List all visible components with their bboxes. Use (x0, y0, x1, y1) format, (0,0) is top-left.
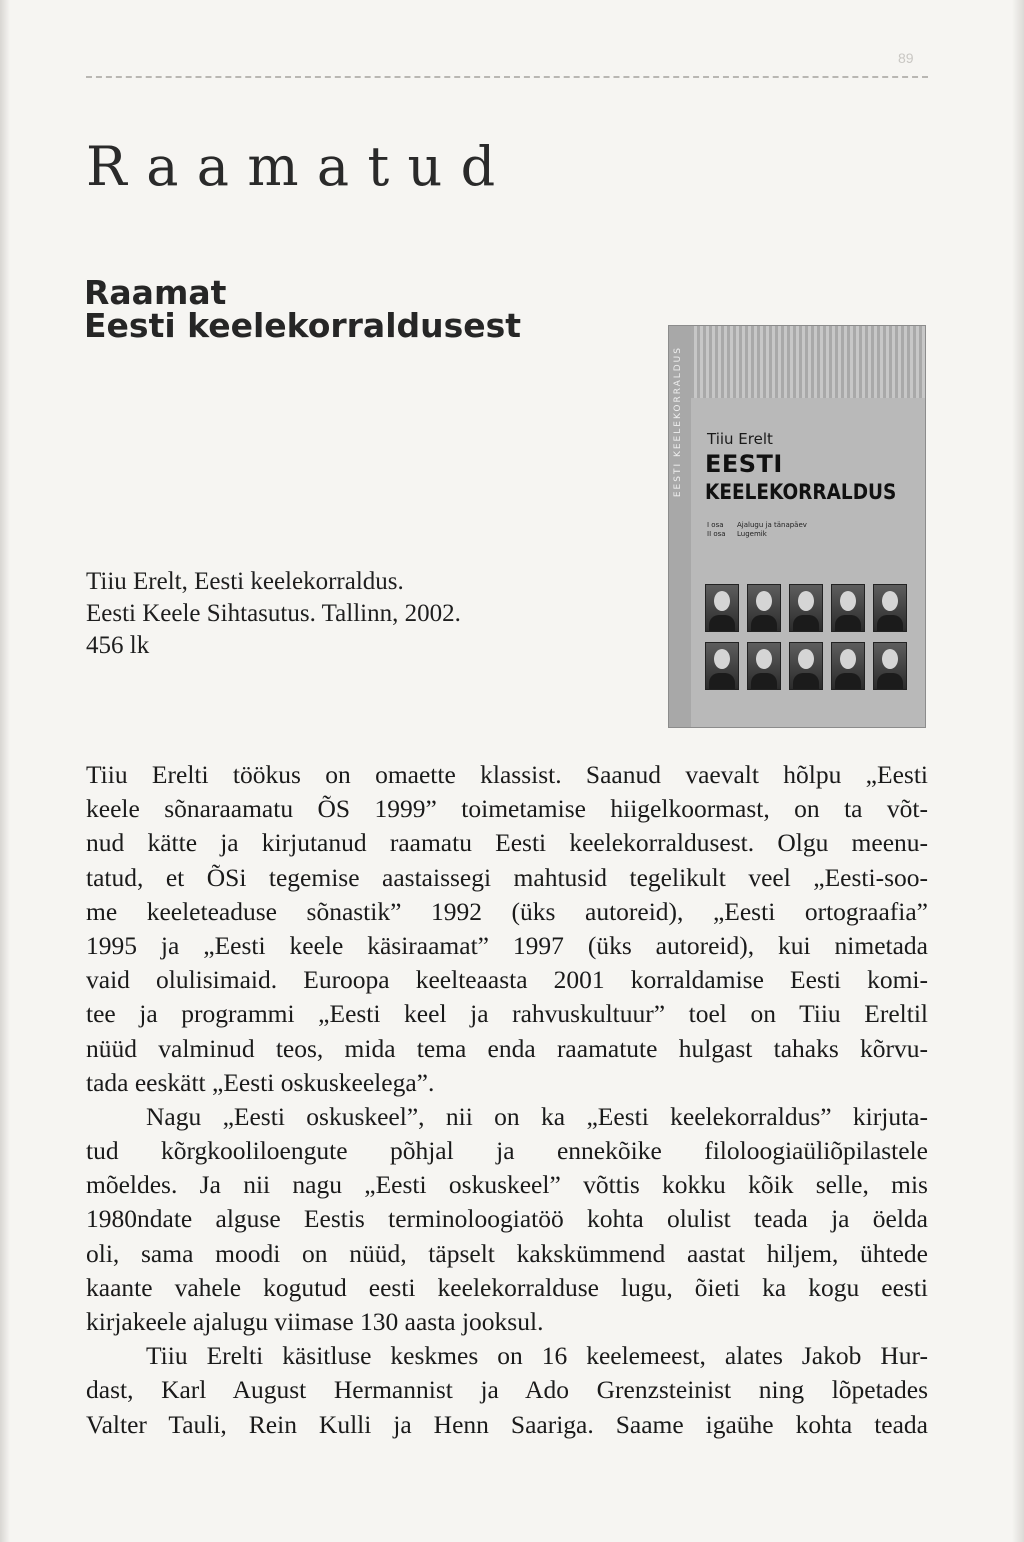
portrait-photo (747, 584, 781, 632)
body-line: tee ja programmi „Eesti keel ja rahvuskultuur” toel on Tiiu Ereltil (86, 999, 928, 1029)
portrait-photo (705, 642, 739, 690)
body-line: keele sõnaraamatu ÕS 1999” toimetamise hiigelkoormast, on ta võt- (86, 794, 928, 824)
body-line: nud kätte ja kirjutanud raamatu Eesti keelekorraldusest. Olgu meenu- (86, 828, 928, 858)
page-number: 89 (898, 50, 914, 66)
cover-author: Tiiu Erelt (707, 430, 773, 448)
portrait-photo (747, 642, 781, 690)
biblio-line: 456 lk (86, 632, 150, 659)
portrait-photo (873, 584, 907, 632)
cover-spine-text: EESTI KEELEKORRALDUS (673, 346, 683, 498)
body-line: tatud, et ÕSi tegemise aastaissegi mahtusid tegelikult veel „Eesti-soo- (86, 862, 928, 892)
bibliographic-info (86, 566, 461, 662)
cover-part-title: Ajalugu ja tänapäev (737, 521, 807, 529)
body-line: vaid olulisimaid. Euroopa keelteaasta 2001 korraldamise Eesti komi- (86, 965, 928, 995)
portrait-photo (873, 642, 907, 690)
body-line: Valter Tauli, Rein Kulli ja Henn Saariga. Saame igaühe kohta teada (86, 1409, 928, 1439)
cover-top-pattern (691, 326, 925, 398)
portrait-photo (789, 584, 823, 632)
body-line: tada eeskätt „Eesti oskuskeelega”. (86, 1067, 435, 1097)
portrait-photo (789, 642, 823, 690)
portrait-photo (831, 642, 865, 690)
cover-parts (707, 521, 807, 540)
page-edge-left (0, 0, 10, 1542)
section-title: Raamatud (86, 135, 514, 198)
biblio-line: Tiiu Erelt, Eesti keelekorraldus. (86, 568, 404, 595)
cover-title-line: EESTI (705, 450, 783, 478)
body-line: nüüd valminud teos, mida tema enda raamatute hulgast tahaks kõrvu- (86, 1033, 928, 1063)
biblio-line: Eesti Keele Sihtasutus. Tallinn, 2002. (86, 600, 461, 627)
portrait-photo (831, 584, 865, 632)
body-line: kirjakeele ajalugu viimase 130 aasta jooksul. (86, 1307, 544, 1336)
review-title-line: Eesti keelekorraldusest (84, 306, 522, 345)
cover-part-title: Lugemik (737, 530, 767, 539)
cover-part-label: II osa (707, 530, 726, 539)
body-line: Nagu „Eesti oskuskeel”, nii on ka „Eesti keelekorraldus” kirjuta- (146, 1101, 928, 1131)
cover-part-label: I osa (707, 521, 724, 529)
body-line: oli, sama moodi on nüüd, täpselt kakskümmend aastat hiljem, ühtede (86, 1238, 928, 1268)
body-line: me keeleteaduse sõnastik” 1992 (üks autoreid), „Eesti ortograafia” (86, 896, 928, 926)
book-cover-image (668, 325, 926, 728)
review-title-line: Raamat (84, 273, 227, 312)
portrait-photo (705, 584, 739, 632)
body-line: Tiiu Erelti käsitluse keskmes on 16 keelemeest, alates Jakob Hur- (146, 1341, 928, 1371)
header-rule (86, 76, 928, 78)
body-line: 1980ndate alguse Eestis terminoloogiatöö kohta olulist teada ja öelda (86, 1204, 928, 1234)
page-edge-right (1012, 0, 1024, 1542)
body-line: Tiiu Erelti töökus on omaette klassist. Saanud vaevalt hõlpu „Eesti (86, 760, 928, 789)
review-body (86, 758, 928, 1442)
cover-spine (669, 326, 691, 728)
review-title (84, 273, 522, 345)
body-line: mõeldes. Ja nii nagu „Eesti oskuskeel” võttis kokku kõik selle, mis (86, 1170, 928, 1200)
body-line: tud kõrgkooliloengute põhjal ja ennekõike filoloogiaüliõpilastele (86, 1136, 928, 1166)
body-line: 1995 ja „Eesti keele käsiraamat” 1997 (üks autoreid), kui nimetada (86, 930, 928, 960)
body-line: kaante vahele kogutud eesti keelekorralduse lugu, õieti ka kogu eesti (86, 1272, 928, 1302)
body-line: dast, Karl August Hermannist ja Ado Grenzsteinist ning lõpetades (86, 1375, 928, 1405)
cover-title-line: KEELEKORRALDUS (705, 480, 897, 504)
